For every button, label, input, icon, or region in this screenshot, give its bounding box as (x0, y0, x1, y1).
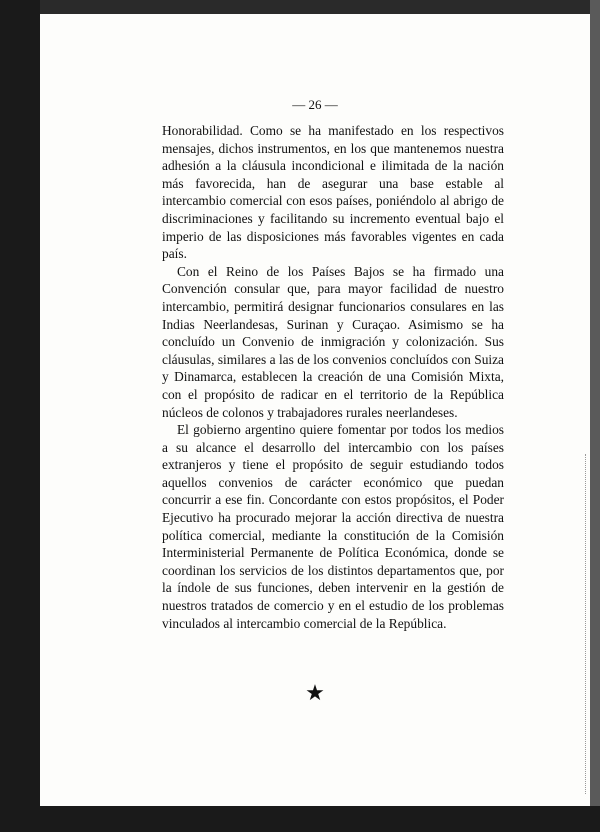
scan-top-edge (0, 0, 600, 14)
paragraph-1: Honorabilidad. Como se ha manifestado en los respectivos mensajes, dichos instrumentos, en los que mantenemos nuestra adhesión a la cláusula incondicional e ilimitada de la nación más favorecida, han de asegurar una base estable al intercambio comercial con esos países, poniéndolo al abrigo de discriminaciones y facilitando su incremento eventual bajo el imperio de las disposiciones más favorables vigentes en cada país. (162, 123, 504, 262)
scan-left-edge (0, 0, 40, 832)
scan-right-edge (590, 0, 600, 832)
body-text (162, 122, 504, 632)
end-star-icon: ★ (305, 680, 325, 705)
scan-bottom-edge (0, 806, 600, 832)
binding-gutter-marks (585, 454, 590, 794)
page-number: — 26 — (292, 97, 338, 112)
paragraph-2: Con el Reino de los Países Bajos se ha firmado una Convención consular que, para mayor facilidad de nuestro intercambio, permitirá designar funcionarios consulares en las Indias Neerlandesas, Surinan y Curaçao. Asimismo se ha concluído un Convenio de inmigración y colonización. Sus cláusulas, similares a las de los convenios concluídos con Suiza y Dinamarca, establecen la creación de una Comisión Mixta, con el propósito de radicar en el territorio de la República núcleos de colonos y trabajadores rurales neerlandeses. (162, 263, 504, 420)
paragraph-3: El gobierno argentino quiere fomentar por todos los medios a su alcance el desarrollo del intercambio con los países extranjeros y tiene el propósito de seguir estudiando todos aquellos convenios de carácter económico que puedan concurrir a ese fin. Concordante con estos propósitos, el Poder Ejecutivo ha procurado mejorar la acción directiva de nuestra política comercial, mediante la constitución de la Comisión Interministerial Permanente de Política Económica, donde se coordinan los servicios de los distintos departamentos que, por la índole de sus funciones, deben intervenir en la gestión de nuestros tratados de comercio y en el estudio de los problemas vinculados al intercambio comercial de la República. (162, 422, 504, 631)
document-page (40, 14, 590, 806)
